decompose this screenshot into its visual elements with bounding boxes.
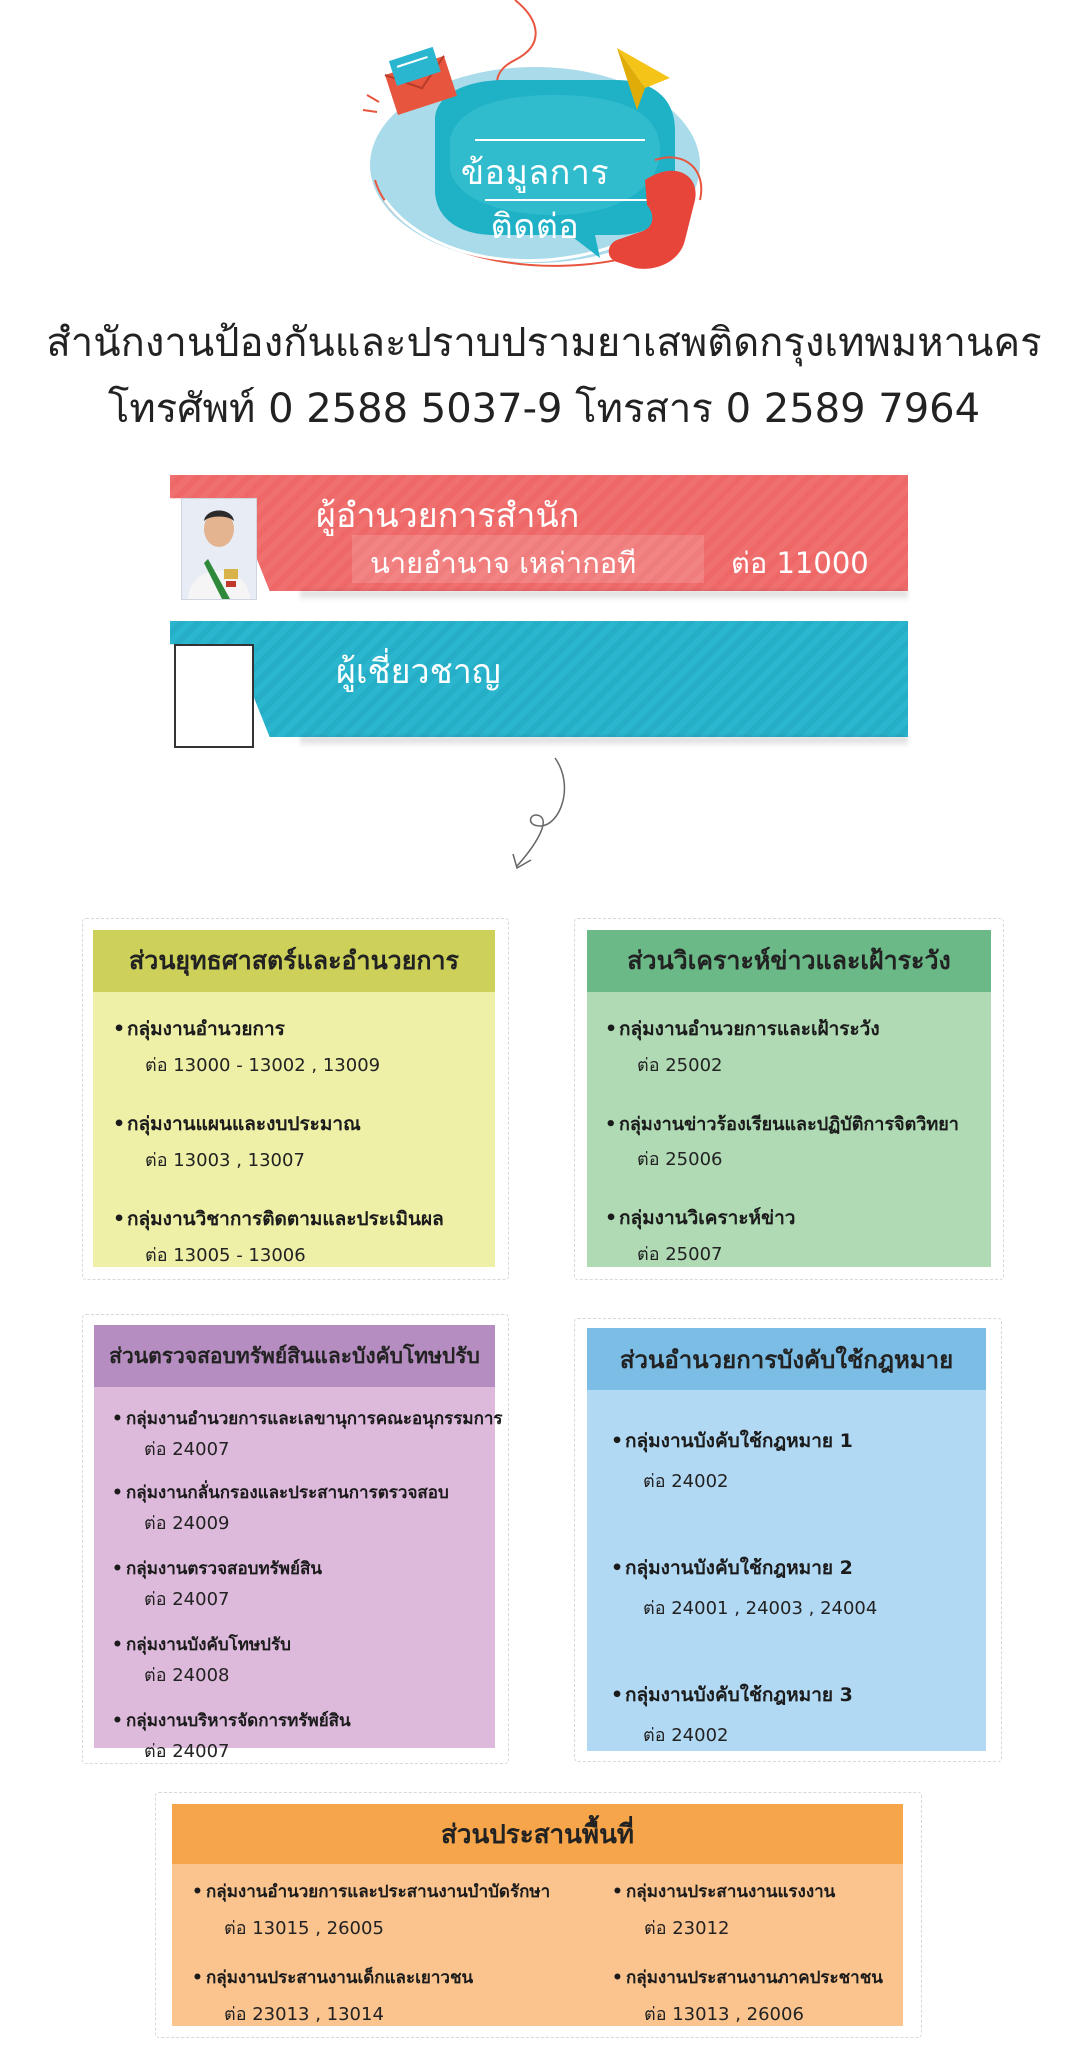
list-item xyxy=(192,1878,612,1942)
item-extension: ต่อ 25006 xyxy=(637,1149,723,1170)
item-extension: ต่อ 24007 xyxy=(144,1741,230,1762)
item-extension: ต่อ 13000 - 13002 , 13009 xyxy=(145,1055,381,1076)
area-item-list xyxy=(172,1864,903,2028)
list-item xyxy=(605,1203,991,1268)
item-extension: ต่อ 24001 , 24003 , 24004 xyxy=(643,1598,878,1619)
item-extension: ต่อ 13015 , 26005 xyxy=(224,1918,384,1939)
item-name: กลุ่มงานตรวจสอบทรัพย์สิน xyxy=(126,1559,322,1579)
item-extension: ต่อ 13013 , 26006 xyxy=(644,2004,804,2025)
list-item xyxy=(612,1878,912,1942)
director-extension: ต่อ 11000 xyxy=(731,546,869,580)
organization-phone: โทรศัพท์ 0 2588 5037-9 โทรสาร 0 2589 7964 xyxy=(107,386,981,432)
organization-name: สำนักงานป้องกันและปราบปรามยาเสพติดกรุงเทพมหานคร xyxy=(46,320,1042,366)
bullet-icon: • xyxy=(113,1113,126,1135)
list-item xyxy=(611,1553,986,1622)
item-extension: ต่อ 23013 , 13014 xyxy=(224,2004,384,2025)
item-extension: ต่อ 24007 xyxy=(144,1589,230,1610)
bullet-icon: • xyxy=(112,1483,123,1503)
director-title: ผู้อำนวยการสำนัก xyxy=(316,496,580,536)
list-item xyxy=(112,1707,495,1765)
item-name: กลุ่มงานอำนวยการและประสานงานบำบัดรักษา xyxy=(206,1882,551,1902)
bullet-icon: • xyxy=(612,1882,623,1902)
list-item xyxy=(611,1680,986,1749)
item-name: กลุ่มงานอำนวยการและเลขานุการคณะอนุกรรมการ xyxy=(126,1409,503,1429)
strategy-card xyxy=(93,930,495,1267)
banner-title: ข้อมูลการติดต่อ xyxy=(460,153,610,247)
list-item xyxy=(112,1479,495,1537)
item-extension: ต่อ 25002 xyxy=(637,1055,723,1076)
item-extension: ต่อ 23012 xyxy=(644,1918,730,1939)
item-name: กลุ่มงานแผนและงบประมาณ xyxy=(127,1113,361,1135)
list-item xyxy=(113,1204,495,1269)
list-item xyxy=(192,1964,612,2028)
bullet-icon: • xyxy=(113,1208,126,1230)
director-photo xyxy=(181,498,257,600)
item-name: กลุ่มงานประสานงานเด็กและเยาวชน xyxy=(206,1968,474,1988)
item-name: กลุ่มงานบังคับโทษปรับ xyxy=(126,1635,291,1655)
item-name: กลุ่มงานบริหารจัดการทรัพย์สิน xyxy=(126,1711,351,1731)
item-name: กลุ่มงานบังคับใช้กฎหมาย 2 xyxy=(625,1557,853,1579)
assets-item-list xyxy=(94,1387,503,1765)
list-item xyxy=(605,1014,991,1079)
item-extension: ต่อ 24008 xyxy=(144,1665,230,1686)
bullet-icon: • xyxy=(611,1557,624,1579)
item-name: กลุ่มงานบังคับใช้กฎหมาย 1 xyxy=(625,1430,853,1452)
law-card xyxy=(587,1328,986,1751)
list-item xyxy=(113,1109,495,1174)
item-extension: ต่อ 24002 xyxy=(643,1725,729,1746)
expert-bar-shadow xyxy=(300,737,908,747)
bullet-icon: • xyxy=(611,1430,624,1452)
bullet-icon: • xyxy=(605,1018,618,1040)
item-extension: ต่อ 24002 xyxy=(643,1471,729,1492)
item-extension: ต่อ 24007 xyxy=(144,1439,230,1460)
expert-title: ผู้เชี่ยวชาญ xyxy=(336,652,501,692)
list-item xyxy=(112,1405,503,1463)
director-bar-shadow xyxy=(300,591,908,601)
list-item xyxy=(611,1426,986,1495)
strategy-card-title: ส่วนยุทธศาสตร์และอำนวยการ xyxy=(93,930,495,992)
expert-photo-placeholder xyxy=(174,644,254,748)
intel-item-list xyxy=(587,992,991,1268)
item-name: กลุ่มงานวิเคราะห์ข่าว xyxy=(619,1207,796,1229)
item-extension: ต่อ 13005 - 13006 xyxy=(145,1245,306,1266)
bullet-icon: • xyxy=(612,1968,623,1988)
item-name: กลุ่มงานประสานงานภาคประชาชน xyxy=(626,1968,883,1988)
area-card-title: ส่วนประสานพื้นที่ xyxy=(172,1804,903,1864)
bullet-icon: • xyxy=(112,1409,123,1429)
bullet-icon: • xyxy=(112,1635,123,1655)
item-name: กลุ่มงานอำนวยการ xyxy=(127,1018,285,1040)
item-name: กลุ่มงานประสานงานแรงงาน xyxy=(626,1882,836,1902)
item-extension: ต่อ 25007 xyxy=(637,1244,723,1265)
bullet-icon: • xyxy=(112,1559,123,1579)
item-extension: ต่อ 24009 xyxy=(144,1513,230,1534)
item-name: กลุ่มงานอำนวยการและเฝ้าระวัง xyxy=(619,1018,880,1040)
bullet-icon: • xyxy=(112,1711,123,1731)
bullet-icon: • xyxy=(611,1684,624,1706)
list-item xyxy=(112,1555,495,1613)
assets-card-title: ส่วนตรวจสอบทรัพย์สินและบังคับโทษปรับ xyxy=(94,1325,495,1387)
director-name: นายอำนาจ เหล่ากอที xyxy=(370,546,637,580)
item-name: กลุ่มงานบังคับใช้กฎหมาย 3 xyxy=(625,1684,853,1706)
law-item-list xyxy=(587,1390,986,1749)
expert-bar xyxy=(170,621,908,737)
bullet-icon: • xyxy=(192,1968,203,1988)
bullet-icon: • xyxy=(192,1882,203,1902)
list-item xyxy=(612,1964,912,2028)
area-card xyxy=(172,1804,903,2026)
bullet-icon: • xyxy=(605,1114,617,1135)
intel-card-title: ส่วนวิเคราะห์ข่าวและเฝ้าระวัง xyxy=(587,930,991,992)
squiggle-arrow-icon xyxy=(505,756,585,876)
law-card-title: ส่วนอำนวยการบังคับใช้กฎหมาย xyxy=(587,1328,986,1390)
person-avatar-icon xyxy=(182,499,256,599)
item-extension: ต่อ 13003 , 13007 xyxy=(145,1150,305,1171)
assets-card xyxy=(94,1325,503,1762)
bullet-icon: • xyxy=(605,1207,618,1229)
list-item xyxy=(112,1631,495,1689)
item-name: กลุ่มงานข่าวร้องเรียนและปฏิบัติการจิตวิทยา xyxy=(619,1114,959,1135)
item-name: กลุ่มงานกลั่นกรองและประสานการตรวจสอบ xyxy=(126,1483,449,1503)
list-item xyxy=(605,1109,991,1173)
item-name: กลุ่มงานวิชาการติดตามและประเมินผล xyxy=(127,1208,444,1230)
intel-card xyxy=(587,930,991,1267)
strategy-item-list xyxy=(93,992,495,1269)
bullet-icon: • xyxy=(113,1018,126,1040)
list-item xyxy=(113,1014,495,1079)
